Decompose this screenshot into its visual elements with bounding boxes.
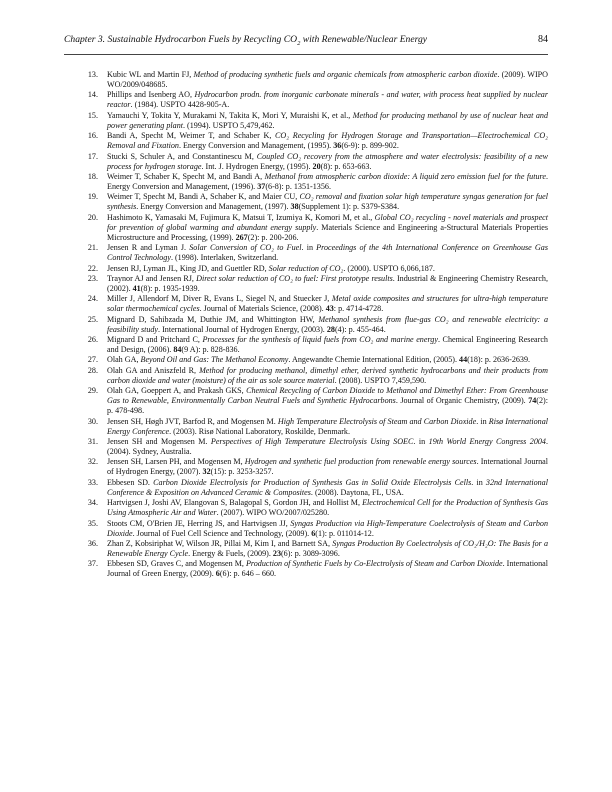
reference-authors: Mignard D, Sahibzada M, Duthie JM, and Whittington HW, bbox=[107, 314, 319, 324]
reference-number: 26. bbox=[87, 335, 98, 345]
reference-volume: 36 bbox=[333, 141, 342, 151]
reference-number: 33. bbox=[87, 477, 98, 487]
reference-source: . (2000). USPTO 6,066,187. bbox=[343, 263, 435, 273]
reference-volume: 41 bbox=[132, 283, 141, 293]
reference-entry bbox=[82, 437, 548, 457]
reference-pages: (4): p. 455-464. bbox=[334, 324, 386, 334]
reference-title: Production of Synthetic Fuels by Co-Electrolysis of Steam and Carbon Dioxide bbox=[245, 559, 503, 569]
reference-text bbox=[107, 478, 548, 498]
reference-authors: Jensen R and Lyman J. bbox=[107, 243, 190, 253]
reference-entry bbox=[82, 172, 548, 192]
reference-number: 21. bbox=[87, 243, 98, 253]
reference-volume: 6 bbox=[215, 569, 220, 579]
reference-entry bbox=[82, 559, 548, 579]
reference-entry bbox=[82, 539, 548, 559]
header-rule bbox=[64, 54, 548, 55]
reference-number: 32. bbox=[87, 457, 98, 467]
reference-pages: (1): p. 011014-12. bbox=[315, 528, 374, 538]
reference-entry bbox=[82, 519, 548, 539]
reference-title: Direct solar reduction of CO₂ to fuel: First prototype results bbox=[196, 273, 393, 283]
reference-title: CO₂ removal and fixation solar high temperature syngas generation for fuel synthesis bbox=[107, 192, 548, 212]
reference-title: Coupled CO₂ recovery from the atmosphere and water electrolysis: feasibility of a new process for hydrogen storage bbox=[107, 151, 548, 171]
reference-entry bbox=[82, 131, 548, 151]
reference-number: 29. bbox=[87, 386, 98, 396]
reference-source: . Materials Science and Engineering a-Structural Materials Properties Microstructure and Processing, (1999). bbox=[107, 222, 548, 242]
reference-authors: Jensen SH, Høgh JVT, Barfod R, and Mogensen M. bbox=[107, 416, 278, 426]
reference-source: . Journal of Materials Science, (2008). bbox=[199, 304, 326, 314]
reference-text bbox=[107, 386, 548, 416]
reference-entry bbox=[82, 111, 548, 131]
chapter-title: Chapter 3. Sustainable Hydrocarbon Fuels by Recycling $CO_2$ with Renewable/Nuclear Energy bbox=[64, 34, 428, 47]
reference-title: Processes for the synthesis of liquid fuels from CO₂ and marine energy bbox=[202, 335, 438, 345]
reference-number: 36. bbox=[87, 538, 98, 548]
reference-authors: Hartvigsen J, Joshi AV, Elangovan S, Balagopal S, Gordon JH, and Hollist M, bbox=[107, 498, 363, 508]
reference-source: . Energy Conversion and Management, (1997). bbox=[136, 202, 291, 212]
reference-authors: Olah GA, bbox=[107, 355, 141, 365]
reference-entry bbox=[82, 457, 548, 477]
reference-number: 13. bbox=[87, 70, 98, 79]
reference-authors: Weimer T, Schaber K, Specht M, and Bandi A, bbox=[107, 171, 265, 181]
reference-title: Perspectives of High Temperature Electrolysis Using SOEC bbox=[210, 437, 414, 447]
reference-text bbox=[107, 213, 548, 243]
reference-venue: Proceedings of the 4th International Conference on Greenhouse Gas Control Technology bbox=[107, 243, 548, 263]
reference-authors: Bandi A, Specht M, Weimer T, and Schaber K, bbox=[107, 131, 276, 141]
reference-title: Syngas Production via High-Temperature Coelectrolysis of Steam and Carbon Dioxide bbox=[107, 518, 549, 538]
reference-authors: Jensen RJ, Lyman JL, King JD, and Guettler RD, bbox=[107, 263, 269, 273]
reference-title: Methanol synthesis from flue-gas CO₂ and renewable electricity: a feasibility study bbox=[107, 314, 548, 334]
reference-number: 24. bbox=[87, 294, 98, 304]
reference-entry bbox=[82, 274, 548, 294]
running-header bbox=[64, 34, 548, 50]
reference-authors: Zhan Z, Kobsiriphat W, Wilson JR, Pillai M, Kim I, and Barnett SA, bbox=[107, 538, 333, 548]
reference-source: . (2008). USPTO 7,459,590. bbox=[334, 375, 427, 385]
reference-text bbox=[107, 131, 548, 151]
reference-title: Carbon Dioxide Electrolysis for Production of Synthesis Gas in Solid Oxide Electrolysis Cells bbox=[153, 477, 472, 487]
reference-number: 30. bbox=[87, 416, 98, 426]
reference-source: . Angewandte Chemie International Edition, (2005). bbox=[288, 355, 460, 365]
reference-number: 25. bbox=[87, 314, 98, 324]
page-number: 84 bbox=[538, 34, 548, 45]
reference-title: Metal oxide composites and structures for ultra-high temperature solar thermochemical cycles bbox=[107, 294, 548, 314]
reference-entry bbox=[82, 70, 548, 90]
reference-text bbox=[107, 335, 548, 355]
reference-entry bbox=[82, 366, 548, 386]
reference-number: 19. bbox=[87, 192, 98, 202]
reference-pages: (Supplement 1): p. S379-S384. bbox=[298, 202, 400, 212]
reference-entry bbox=[82, 213, 548, 243]
reference-authors: Stoots CM, O'Brien JE, Herring JS, and Hartvigsen JJ, bbox=[107, 518, 291, 528]
reference-text bbox=[107, 192, 548, 212]
reference-authors: Ebbesen SD. bbox=[107, 477, 154, 487]
reference-volume: 44 bbox=[459, 355, 468, 365]
reference-text bbox=[107, 559, 548, 579]
reference-number: 28. bbox=[87, 365, 98, 375]
reference-authors: Olah GA, Goeppert A, and Prakash GKS, bbox=[107, 386, 247, 396]
reference-text bbox=[107, 243, 548, 263]
reference-text bbox=[107, 274, 548, 294]
reference-title: Solar Conversion of CO₂ to Fuel bbox=[189, 243, 302, 253]
reference-volume: 267 bbox=[235, 232, 248, 242]
reference-number: 37. bbox=[87, 559, 98, 569]
reference-authors: Stucki S, Schuler A, and Constantinescu M, bbox=[107, 151, 257, 161]
reference-text bbox=[107, 366, 548, 386]
reference-pages: (6-8): p. 1351-1356. bbox=[265, 182, 331, 191]
reference-source: . Energy & Fuels, (2009). bbox=[188, 549, 273, 559]
reference-title: Chemical Recycling of Carbon Dioxide to Methanol and Dimethyl Ether: From Greenhouse Gas to Renewable, Environmentally Carbon Neutral Fuels and Synthetic Hydrocarbons bbox=[107, 386, 548, 406]
reference-title: Method of producing synthetic fuels and organic chemicals from atmospheric carbon dioxide bbox=[193, 70, 498, 79]
reference-volume: 37 bbox=[257, 182, 266, 191]
reference-text bbox=[107, 294, 548, 314]
reference-entry bbox=[82, 417, 548, 437]
reference-pages: (2): p. 478-498. bbox=[107, 396, 548, 416]
reference-authors: Olah GA and Aniszfeld R, bbox=[107, 365, 200, 375]
reference-authors: Yamauchi Y, Tokita Y, Murakami N, Takita K, Mori Y, Muraishi K, et al., bbox=[107, 110, 353, 120]
reference-text bbox=[107, 417, 548, 437]
reference-title: High Temperature Electrolysis of Steam and Carbon Dioxide bbox=[277, 416, 477, 426]
reference-pages: (6): p. 646 – 660. bbox=[219, 569, 277, 579]
reference-volume: 23 bbox=[272, 549, 281, 559]
reference-title: Hydrogen and synthetic fuel production from renewable energy sources bbox=[244, 457, 477, 467]
reference-text bbox=[107, 111, 548, 131]
reference-number: 23. bbox=[87, 273, 98, 283]
reference-source: . (2007). WIPO WO/2007/025280. bbox=[216, 508, 330, 518]
reference-number: 16. bbox=[87, 131, 98, 141]
reference-number: 27. bbox=[87, 355, 98, 365]
reference-number: 17. bbox=[87, 151, 98, 161]
reference-source: . Energy Conversion and Management, (1995). bbox=[178, 141, 334, 151]
reference-source: . Energy Conversion and Management, (1996). bbox=[107, 171, 548, 191]
reference-pages: (6): p. 3089-3096. bbox=[280, 549, 340, 559]
reference-entry bbox=[82, 355, 548, 365]
reference-title: Beyond Oil and Gas: The Methanol Economy bbox=[140, 355, 289, 365]
reference-venue: 32nd International Conference & Exposition on Advanced Ceramic & Composites bbox=[107, 477, 548, 497]
reference-list bbox=[82, 70, 548, 580]
reference-number: 18. bbox=[87, 171, 98, 181]
reference-authors: Ebbesen SD, Graves C, and Mogensen M, bbox=[107, 559, 246, 569]
reference-number: 22. bbox=[87, 263, 98, 273]
reference-entry bbox=[82, 152, 548, 172]
reference-pages: (8): p. 653-663. bbox=[320, 161, 372, 171]
reference-authors: Mignard D and Pritchard C, bbox=[107, 335, 203, 345]
reference-source: . in bbox=[301, 243, 317, 253]
reference-number: 15. bbox=[87, 110, 98, 120]
reference-entry bbox=[82, 243, 548, 263]
reference-number: 20. bbox=[87, 212, 98, 222]
reference-pages: (6-9): p. 899-902. bbox=[341, 141, 399, 151]
reference-authors: Weimer T, Specht M, Bandi A, Schaber K, and Maier CU, bbox=[107, 192, 300, 202]
reference-entry bbox=[82, 335, 548, 355]
reference-source: . Int. J. Hydrogen Energy, (1995). bbox=[201, 161, 313, 171]
reference-source: . International Journal of Hydrogen Energy, (2003). bbox=[158, 324, 327, 334]
reference-source: . Chemical Engineering Research and Design, (2006). bbox=[107, 335, 548, 355]
reference-text bbox=[107, 315, 548, 335]
reference-source: . (1994). USPTO 5,479,462. bbox=[183, 120, 275, 130]
reference-source: . (2009). WIPO WO/2009/048685. bbox=[107, 70, 548, 90]
reference-authors: Jensen SH and Mogensen M. bbox=[107, 437, 211, 447]
reference-text bbox=[107, 264, 548, 274]
reference-authors: Traynor AJ and Jensen RJ, bbox=[107, 273, 197, 283]
reference-pages: (15): p. 3253-3257. bbox=[210, 467, 274, 477]
reference-volume: 38 bbox=[290, 202, 299, 212]
reference-source: . Journal of Fuel Cell Science and Technology, (2009). bbox=[132, 528, 312, 538]
reference-venue: Risø International Energy Conference bbox=[107, 416, 548, 436]
reference-text bbox=[107, 519, 548, 539]
reference-pages: (18): p. 2636-2639. bbox=[467, 355, 531, 365]
reference-source: . Journal of Organic Chemistry, (2009). bbox=[395, 396, 529, 406]
reference-source: . in bbox=[413, 437, 429, 447]
reference-source: . International Journal of Hydrogen Energy, (2007). bbox=[107, 457, 548, 477]
reference-volume: 43 bbox=[325, 304, 334, 314]
reference-title: Global CO₂ recycling - novel materials and prospect for prevention of global warming and abundant energy supply bbox=[107, 212, 549, 232]
reference-title: Solar reduction of CO₂ bbox=[268, 263, 344, 273]
reference-title: Methanol from atmospheric carbon dioxide: A liquid zero emission fuel for the future bbox=[264, 171, 546, 181]
reference-text bbox=[107, 172, 548, 192]
reference-authors: Phillips and Isenberg AO, bbox=[107, 90, 195, 100]
reference-volume: 20 bbox=[312, 161, 321, 171]
reference-entry bbox=[82, 294, 548, 314]
reference-entry bbox=[82, 315, 548, 335]
reference-title: CO₂ Recycling for Hydrogen Storage and Transportation—Electrochemical CO₂ Removal and Fixation bbox=[107, 131, 548, 151]
reference-pages: (2): p. 200-206. bbox=[247, 232, 299, 242]
reference-pages: . (2003). Risø National Laboratory, Roskilde, Denmark. bbox=[169, 426, 350, 436]
reference-number: 14. bbox=[87, 90, 98, 100]
reference-pages: (9 A): p. 828-836. bbox=[181, 345, 240, 355]
reference-source: . Industrial & Engineering Chemistry Research, (2002). bbox=[107, 273, 548, 293]
reference-number: 34. bbox=[87, 498, 98, 508]
reference-entry bbox=[82, 498, 548, 518]
reference-entry bbox=[82, 264, 548, 274]
reference-authors: Hashimoto K, Yamasaki M, Fujimura K, Matsui T, Izumiya K, Komori M, et al., bbox=[107, 212, 375, 222]
reference-title: Electrochemical Cell for the Production of Synthesis Gas Using Atmospheric Air and Water bbox=[107, 498, 548, 518]
reference-volume: 32 bbox=[202, 467, 211, 477]
reference-source: . in bbox=[476, 416, 489, 426]
reference-text bbox=[107, 70, 548, 90]
reference-authors: Jensen SH, Larsen PH, and Mogensen M, bbox=[107, 457, 245, 467]
reference-venue: 19th World Energy Congress 2004 bbox=[428, 437, 546, 447]
reference-source: . (1984). USPTO 4428-905-A. bbox=[130, 100, 230, 110]
reference-authors: Kubic WL and Martin FJ, bbox=[107, 70, 194, 79]
reference-authors: Miller J, Allendorf M, Diver R, Evans L, Siegel N, and Stuecker J, bbox=[107, 294, 332, 304]
reference-volume: 84 bbox=[173, 345, 182, 355]
reference-text bbox=[107, 539, 548, 559]
reference-title: Hydrocarbon prodn. from inorganic carbonate minerals - and water, with process heat supplied by nuclear reactor bbox=[107, 90, 549, 110]
reference-entry bbox=[82, 478, 548, 498]
reference-source: . in bbox=[471, 477, 486, 487]
reference-text bbox=[107, 498, 548, 518]
reference-volume: 28 bbox=[326, 324, 335, 334]
reference-title: Method for producing methanol, dimethyl ether, derived synthetic hydrocarbons and their products from carbon dioxide and water (moisture) of the air as sole source material bbox=[107, 365, 548, 385]
reference-text bbox=[107, 152, 548, 172]
reference-volume: 6 bbox=[311, 528, 316, 538]
reference-number: 31. bbox=[87, 437, 98, 447]
reference-text bbox=[107, 355, 548, 365]
reference-entry bbox=[82, 192, 548, 212]
reference-text bbox=[107, 457, 548, 477]
reference-pages: . (2008). Daytona, FL, USA. bbox=[310, 487, 404, 497]
reference-text bbox=[107, 90, 548, 110]
reference-text bbox=[107, 437, 548, 457]
reference-entry bbox=[82, 386, 548, 416]
reference-pages: : p. 4714-4728. bbox=[333, 304, 384, 314]
reference-entry bbox=[82, 90, 548, 110]
reference-pages: (8): p. 1935-1939. bbox=[140, 283, 200, 293]
reference-source: . International Journal of Green Energy, (2009). bbox=[107, 559, 548, 579]
reference-pages: . (1998). Interlaken, Switzerland. bbox=[170, 253, 279, 263]
reference-pages: . (2004). Sydney, Australia. bbox=[107, 437, 548, 457]
reference-number: 35. bbox=[87, 518, 98, 528]
reference-title: Syngas Production By Coelectrolysis of CO₂/H₂O: The Basis for a Renewable Energy Cycle bbox=[107, 538, 549, 559]
reference-title: Method for producing methanol by use of nuclear heat and power generating plant bbox=[107, 110, 548, 130]
reference-volume: 74 bbox=[528, 396, 537, 406]
